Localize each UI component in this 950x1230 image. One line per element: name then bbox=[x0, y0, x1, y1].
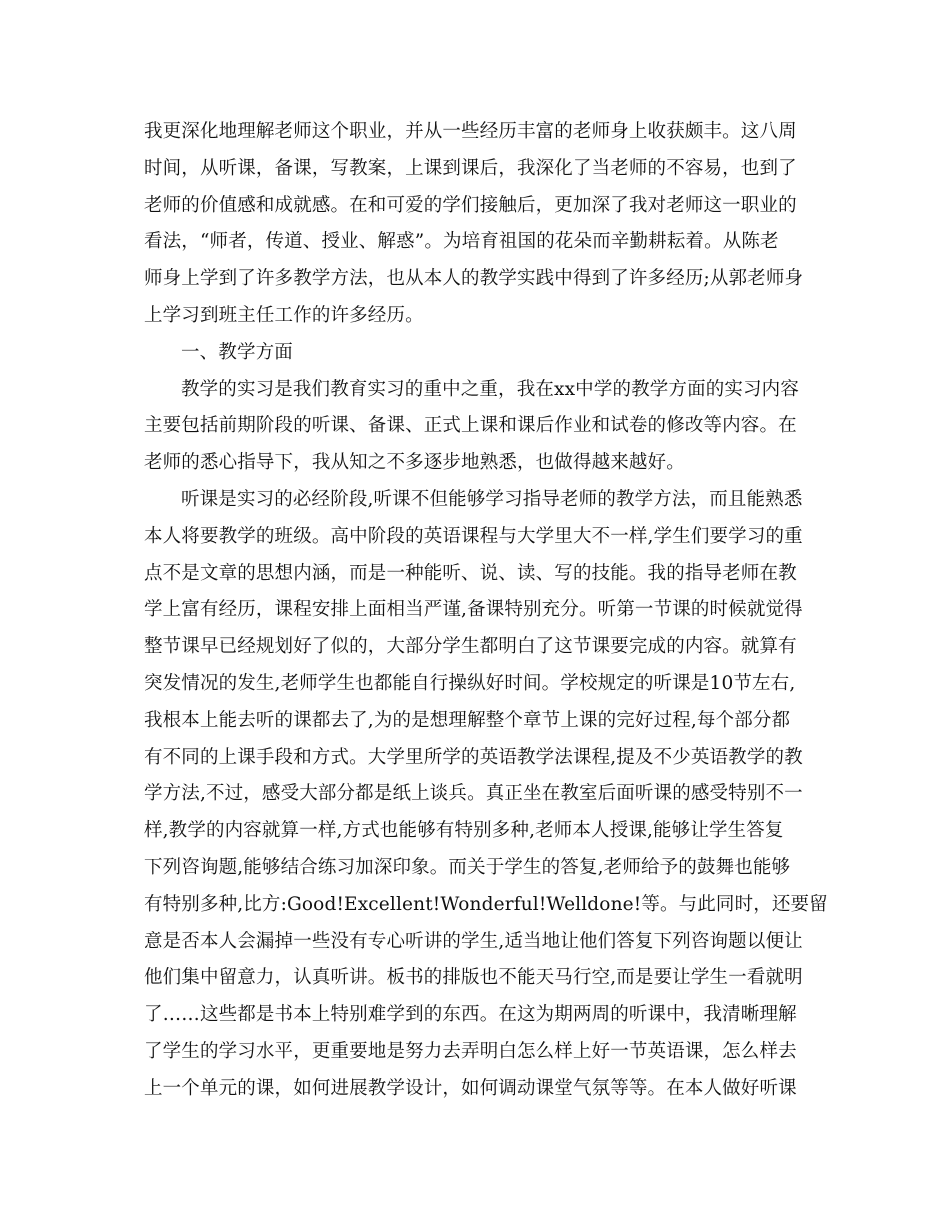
text-line: 本人将要教学的班级。高中阶段的英语课程与大学里大不一样,学生们要学习的重 bbox=[144, 525, 803, 547]
text-line: 意是否本人会漏掉一些没有专心听讲的学生,适当地让他们答复下列咨询题以便让 bbox=[144, 930, 803, 952]
text-line: 时间，从听课，备课，写教案，上课到课后，我深化了当老师的不容易，也到了 bbox=[144, 157, 797, 179]
text-line: 上学习到班主任工作的许多经历。 bbox=[144, 304, 424, 326]
document-body bbox=[144, 114, 828, 1108]
text-line: 突发情况的发生,老师学生也都能自行操纵好时间。学校规定的听课是10节左右, bbox=[144, 672, 796, 694]
text-line: 师身上学到了许多教学方法，也从本人的教学实践中得到了许多经历;从郭老师身 bbox=[144, 268, 804, 290]
text-line: 点不是文章的思想内涵，而是一种能听、说、读、写的技能。我的指导老师在教 bbox=[144, 562, 797, 584]
text-line: 有特别多种,比方:Good!Excellent!Wonderful!Welldone!等。与此同时，还要留 bbox=[144, 893, 828, 915]
text-line: 老师的价值感和成就感。在和可爱的学们接触后，更加深了我对老师这一职业的 bbox=[144, 194, 797, 216]
text-line: 老师的悉心指导下，我从知之不多逐步地熟悉，也做得越来越好。 bbox=[144, 452, 685, 474]
text-line: 下列咨询题,能够结合练习加深印象。而关于学生的答复,老师给予的鼓舞也能够 bbox=[144, 856, 791, 878]
text-line: 了……这些都是书本上特别难学到的东西。在这为期两周的听课中，我清晰理解 bbox=[144, 1004, 797, 1026]
text-line: 我根本上能去听的课都去了,为的是想理解整个章节上课的完好过程,每个部分都 bbox=[144, 709, 791, 731]
text-line: 听课是实习的必经阶段,听课不但能够学习指导老师的教学方法，而且能熟悉 bbox=[181, 488, 803, 510]
text-line: 学上富有经历，课程安排上面相当严谨,备课特别充分。听第一节课的时候就觉得 bbox=[144, 599, 803, 621]
text-line: 主要包括前期阶段的听课、备课、正式上课和课后作业和试卷的修改等内容。在 bbox=[144, 415, 797, 437]
text-line: 我更深化地理解老师这个职业，并从一些经历丰富的老师身上收获颇丰。这八周 bbox=[144, 121, 797, 142]
text-line: 看法，“师者，传道、授业、解惑”。为培育祖国的花朵而辛勤耕耘着。从陈老 bbox=[144, 231, 779, 253]
text-line: 他们集中留意力，认真听讲。板书的排版也不能天马行空,而是要让学生一看就明 bbox=[144, 967, 803, 989]
text-line: 教学的实习是我们教育实习的重中之重，我在xx中学的教学方面的实习内容 bbox=[181, 378, 799, 400]
text-line: 样,教学的内容就算一样,方式也能够有特别多种,老师本人授课,能够让学生答复 bbox=[144, 820, 784, 842]
text-line: 了学生的学习水平，更重要地是努力去弄明白怎么样上好一节英语课，怎么样去 bbox=[144, 1040, 797, 1062]
text-line: 一、教学方面 bbox=[181, 341, 293, 363]
text-line: 有不同的上课手段和方式。大学里所学的英语教学法课程,提及不少英语教学的教 bbox=[144, 746, 803, 768]
text-line: 学方法,不过，感受大部分都是纸上谈兵。真正坐在教室后面听课的感受特别不一 bbox=[144, 783, 803, 805]
text-line: 上一个单元的课，如何进展教学设计，如何调动课堂气氛等等。在本人做好听课 bbox=[144, 1077, 797, 1099]
text-line: 整节课早已经规划好了似的，大部分学生都明白了这节课要完成的内容。就算有 bbox=[144, 636, 797, 658]
